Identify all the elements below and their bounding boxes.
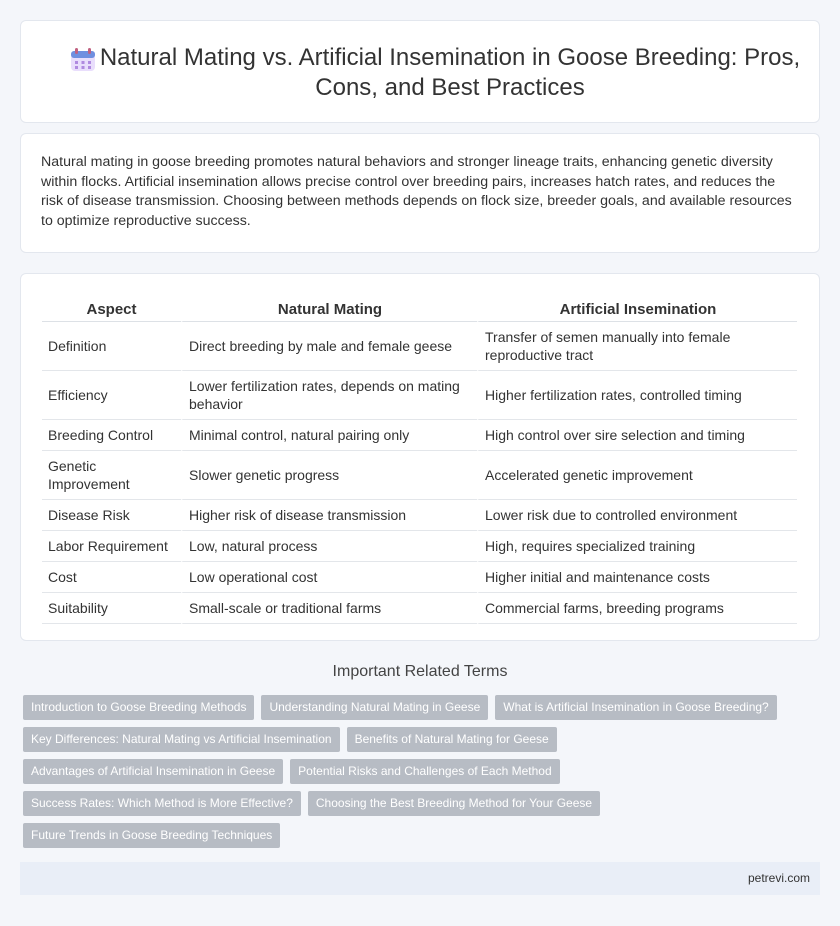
related-tag[interactable]: Potential Risks and Challenges of Each Method	[290, 759, 559, 784]
table-row	[42, 500, 797, 531]
header-artificial-insemination: Artificial Insemination	[477, 292, 797, 322]
cell-aspect: Genetic Improvement	[42, 451, 181, 500]
intro-card	[20, 133, 820, 253]
related-terms-heading: Important Related Terms	[332, 663, 508, 680]
footer	[20, 862, 820, 895]
table-row	[42, 562, 797, 593]
cell-artificial: Commercial farms, breeding programs	[477, 593, 797, 624]
comparison-table-card	[20, 273, 820, 641]
table-row	[42, 420, 797, 451]
related-terms-list	[23, 695, 803, 855]
cell-natural: Small-scale or traditional farms	[181, 593, 477, 624]
cell-aspect: Labor Requirement	[42, 531, 181, 562]
cell-aspect: Suitability	[42, 593, 181, 624]
cell-artificial: Transfer of semen manually into female reproductive tract	[477, 322, 797, 371]
cell-artificial: Lower risk due to controlled environment	[477, 500, 797, 531]
cell-natural: Low operational cost	[181, 562, 477, 593]
cell-aspect: Disease Risk	[42, 500, 181, 531]
header-natural-mating: Natural Mating	[181, 292, 477, 322]
header-aspect: Aspect	[42, 292, 181, 322]
page-title: Natural Mating vs. Artificial Insemination in Goose Breeding: Pros, Cons, and Best Practices	[99, 44, 801, 101]
intro-paragraph: Natural mating in goose breeding promotes natural behaviors and stronger lineage traits, enhancing genetic diversity within flocks. Artificial insemination allows precise control over breeding pairs, increases hatch rates, and reduces the risk of disease transmission. Choosing between methods depends on flock size, breeder goals, and available resources to optimize reproductive success.	[41, 154, 792, 229]
related-tag[interactable]: Benefits of Natural Mating for Geese	[347, 727, 557, 752]
related-tag[interactable]: Understanding Natural Mating in Geese	[261, 695, 488, 720]
cell-artificial: High control over sire selection and timing	[477, 420, 797, 451]
cell-natural: Low, natural process	[181, 531, 477, 562]
related-tag[interactable]: Key Differences: Natural Mating vs Artificial Insemination	[23, 727, 340, 752]
table-row	[42, 593, 797, 624]
comparison-table	[42, 292, 797, 624]
cell-aspect: Breeding Control	[42, 420, 181, 451]
footer-site-link[interactable]: petrevi.com	[747, 871, 810, 885]
cell-aspect: Cost	[42, 562, 181, 593]
cell-natural: Slower genetic progress	[181, 451, 477, 500]
related-tag[interactable]: What is Artificial Insemination in Goose Breeding?	[495, 695, 776, 720]
cell-artificial: Accelerated genetic improvement	[477, 451, 797, 500]
cell-aspect: Definition	[42, 322, 181, 371]
related-tag[interactable]: Choosing the Best Breeding Method for Your Geese	[308, 791, 600, 816]
table-header-row	[42, 292, 797, 322]
related-tag[interactable]: Success Rates: Which Method is More Effective?	[23, 791, 301, 816]
cell-artificial: Higher initial and maintenance costs	[477, 562, 797, 593]
table-row	[42, 371, 797, 420]
cell-natural: Minimal control, natural pairing only	[181, 420, 477, 451]
cell-natural: Lower fertilization rates, depends on mating behavior	[181, 371, 477, 420]
table-row	[42, 451, 797, 500]
table-row	[42, 531, 797, 562]
related-tag[interactable]: Introduction to Goose Breeding Methods	[23, 695, 254, 720]
cell-natural: Direct breeding by male and female geese	[181, 322, 477, 371]
cell-artificial: High, requires specialized training	[477, 531, 797, 562]
table-row	[42, 322, 797, 371]
cell-artificial: Higher fertilization rates, controlled timing	[477, 371, 797, 420]
header-card	[20, 20, 820, 123]
cell-natural: Higher risk of disease transmission	[181, 500, 477, 531]
related-tag[interactable]: Advantages of Artificial Insemination in Geese	[23, 759, 283, 784]
cell-aspect: Efficiency	[42, 371, 181, 420]
related-tag[interactable]: Future Trends in Goose Breeding Techniques	[23, 823, 280, 848]
